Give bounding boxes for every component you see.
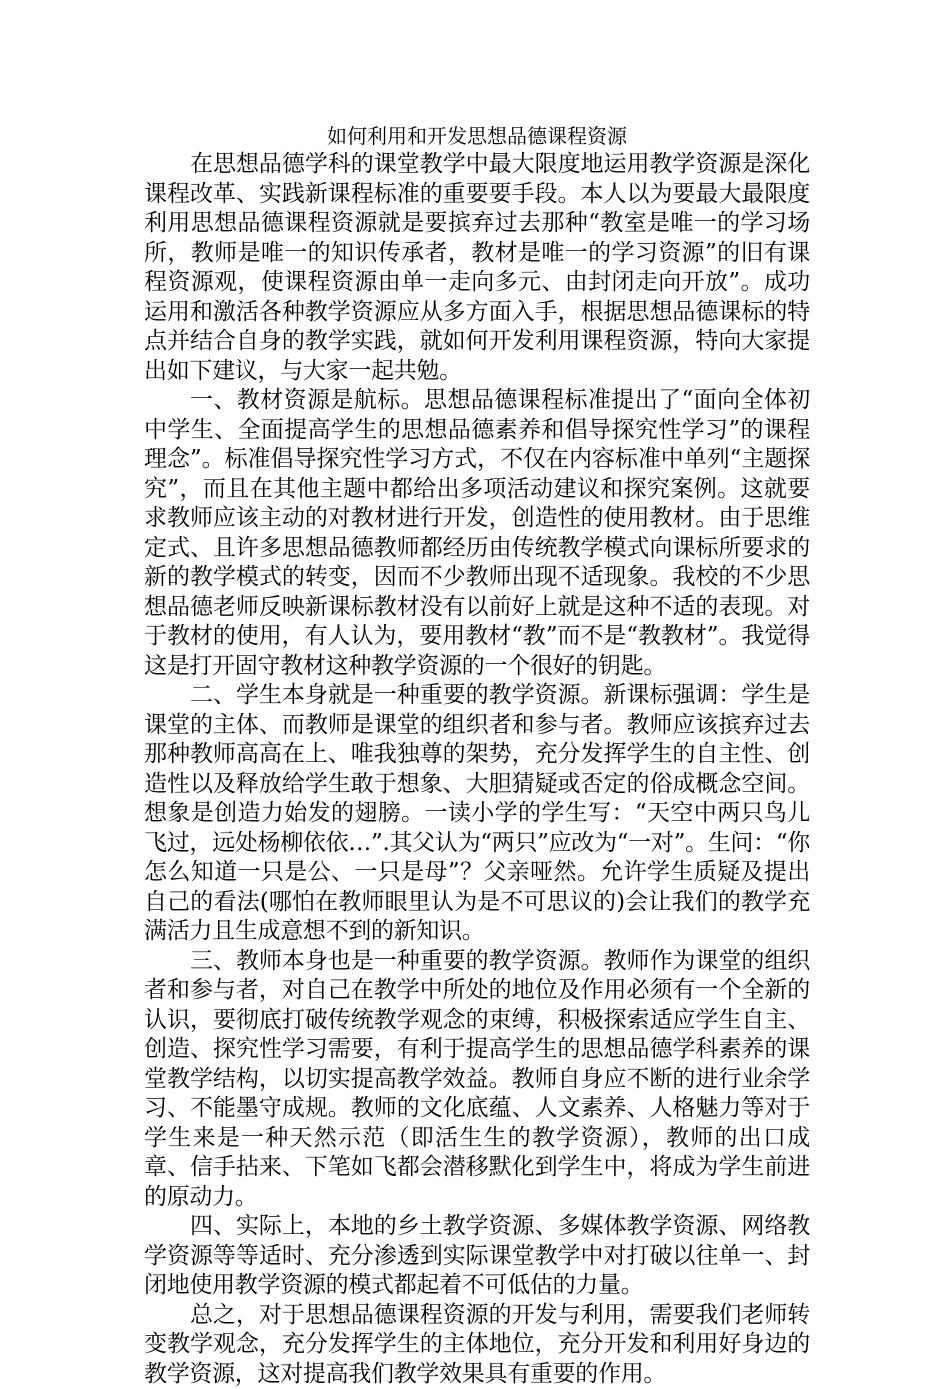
document-title: 如何利用和开发思想品德课程资源	[144, 122, 810, 150]
paragraph-student-resources: 二、学生本身就是一种重要的教学资源。新课标强调：学生是课堂的主体、而教师是课堂的组织者和参与者。教师应该摈弃过去那种教师高高在上、唯我独尊的架势，充分发挥学生的自主性、创造性以及释放给学生敢于想象、大胆猜疑或否定的俗成概念空间。想象是创造力始发的翅膀。一读小学的学生写：“天空中两只鸟儿飞过，远处杨柳依依…”.其父认为“两只”应改为“一对”。生问：“你怎么知道一只是公、一只是母”？父亲哑然。允许学生质疑及提出自己的看法(哪怕在教师眼里认为是不可思议的)会让我们的教学充满活力且生成意想不到的新知识。	[144, 681, 810, 947]
paragraph-intro: 在思想品德学科的课堂教学中最大限度地运用教学资源是深化课程改革、实践新课程标准的重要要手段。本人以为要最大最限度利用思想品德课程资源就是要摈弃过去那种“教室是唯一的学习场所，教师是唯一的知识传承者，教材是唯一的学习资源”的旧有课程资源观，使课程资源由单一走向多元、由封闭走向开放”。成功运用和激活各种教学资源应从多方面入手，根据思想品德课标的特点并结合自身的教学实践，就如何开发利用课程资源，特向大家提出如下建议，与大家一起共勉。	[144, 150, 810, 386]
paragraph-other-resources: 四、实际上，本地的乡土教学资源、多媒体教学资源、网络教学资源等等适时、充分渗透到实际课堂教学中对打破以往单一、封闭地使用教学资源的模式都起着不可低估的力量。	[144, 1212, 810, 1301]
paragraph-textbook-resources: 一、教材资源是航标。思想品德课程标准提出了“面向全体初中学生、全面提高学生的思想品德素养和倡导探究性学习”的课程理念”。标准倡导探究性学习方式，不仅在内容标准中单列“主题探究”，而且在其他主题中都给出多项活动建议和探究案例。这就要求教师应该主动的对教材进行开发，创造性的使用教材。由于思维定式、且许多思想品德教师都经历由传统教学模式向课标所要求的新的教学模式的转变，因而不少教师出现不适现象。我校的不少思想品德老师反映新课标教材没有以前好上就是这种不适的表现。对于教材的使用，有人认为，要用教材“教”而不是“教教材”。我觉得这是打开固守教材这种教学资源的一个很好的钥匙。	[144, 386, 810, 681]
paragraph-conclusion: 总之，对于思想品德课程资源的开发与利用，需要我们老师转变教学观念，充分发挥学生的主体地位，充分开发和利用好身边的教学资源，这对提高我们教学效果具有重要的作用。	[144, 1301, 810, 1389]
document-page	[144, 122, 810, 1389]
paragraph-teacher-resources: 三、教师本身也是一种重要的教学资源。教师作为课堂的组织者和参与者，对自己在教学中所处的地位及作用必须有一个全新的认识，要彻底打破传统教学观念的束缚，积极探索适应学生自主、创造、探究性学习需要，有利于提高学生的思想品德学科素养的课堂教学结构，以切实提高教学效益。教师自身应不断的进行业余学习、不能墨守成规。教师的文化底蕴、人文素养、人格魅力等对于学生来是一种天然示范（即活生生的教学资源），教师的出口成章、信手拈来、下笔如飞都会潜移默化到学生中，将成为学生前进的原动力。	[144, 947, 810, 1213]
